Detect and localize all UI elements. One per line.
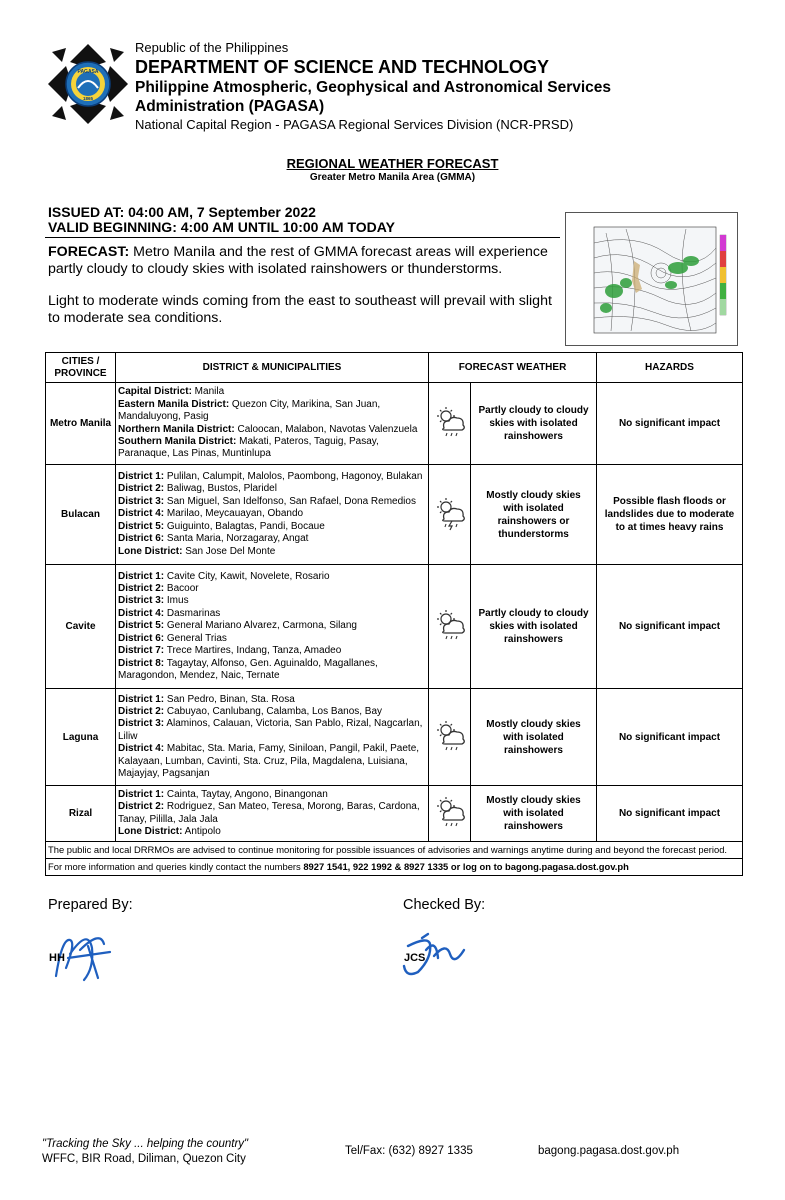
district-areas: Cavite City, Kawit, Novelete, Rosario [164,570,330,582]
forecast-weather: Mostly cloudy skies with isolated rainshowers [471,689,597,786]
table-row [46,565,743,689]
district-entry [118,608,426,620]
district-areas: Alaminos, Calauan, Victoria, San Pablo, Rizal, Nagcarlan, Liliw [118,718,423,742]
district-areas: Guiguinto, Balagtas, Pandi, Bocaue [164,520,325,532]
svg-text:1865: 1865 [82,96,94,101]
district-name: District 1: [118,471,165,483]
forecast-text: Metro Manila and the rest of GMMA forecast areas will experience partly cloudy to cloudy skies with isolated rainshowers or thunderstorms. [48,244,548,277]
district-areas: Marilao, Meycauayan, Obando [164,508,304,520]
partly-cloudy-rain-icon [429,689,471,786]
district-entry [118,718,426,743]
footer-telfax: Tel/Fax: (632) 8927 1335 [345,1145,473,1157]
footer-left [42,1137,248,1167]
forecast-title-block [0,156,785,184]
district-name: District 1: [118,570,165,582]
partly-cloudy-rain-icon [429,786,471,842]
letterhead [48,40,748,140]
district-areas: Cabuyao, Canlubang, Calamba, Los Banos, Bay [164,705,383,717]
district-list [116,786,429,842]
page-title: REGIONAL WEATHER FORECAST [286,156,499,171]
table-note-row [46,842,743,859]
checked-initials: JCS [404,952,426,964]
forecast-summary [48,244,553,342]
district-name: Eastern Manila District: [118,398,230,410]
cloudy-thunderstorm-icon [429,465,471,565]
district-areas: General Trias [164,632,227,644]
district-entry [118,801,426,826]
agency-name-line1: Philippine Atmospheric, Geophysical and Astronomical Services [135,79,612,96]
forecast-weather: Partly cloudy to cloudy skies with isolated rainshowers [471,383,597,465]
district-list [116,565,429,689]
col-header-districts: DISTRICT & MUNICIPALITIES [116,353,429,383]
district-areas: Bacoor [164,583,199,595]
hazard-text: No significant impact [597,383,743,465]
table-contact-row [46,859,743,876]
district-name: District 5: [118,620,165,632]
forecast-weather: Mostly cloudy skies with isolated rainshowers or thunderstorms [471,465,597,565]
district-name: Lone District: [118,545,183,557]
district-entry [118,645,426,657]
partly-cloudy-rain-icon [429,383,471,465]
district-name: District 1: [118,693,165,705]
district-entry [118,706,426,718]
district-areas: Mabitac, Sta. Maria, Famy, Siniloan, Pangil, Pakil, Paete, Kalayaan, Lumban, Cavinti, Sta. Cruz, Pila, Magdalena, Luisiana, Majayjay, Pagsanjan [118,743,420,780]
district-name: District 8: [118,657,165,669]
province-name: Cavite [46,565,116,689]
district-areas: Dasmarinas [164,607,221,619]
district-areas: San Pedro, Binan, Sta. Rosa [164,693,295,705]
district-entry [118,743,426,780]
streamline-map-icon [566,213,737,345]
contact-numbers: 8927 1541, 922 1992 & 8927 1335 or log on to bagong.pagasa.dost.gov.ph [303,861,629,872]
forecast-weather: Partly cloudy to cloudy skies with isolated rainshowers [471,565,597,689]
district-entry [118,508,426,520]
district-name: Capital District: [118,386,192,398]
pagasa-logo-icon [48,44,128,124]
table-row [46,689,743,786]
col-header-cities: CITIES / PROVINCE [46,353,116,383]
republic-label: Republic of the Philippines [135,40,289,55]
district-areas: General Mariano Alvarez, Carmona, Silang [164,620,357,632]
forecast-weather: Mostly cloudy skies with isolated rainshowers [471,786,597,842]
hazard-text: No significant impact [597,565,743,689]
province-name: Rizal [46,786,116,842]
table-header-row [46,353,743,383]
district-name: District 2: [118,801,165,813]
department-name: DEPARTMENT OF SCIENCE AND TECHNOLOGY [135,57,550,77]
hazard-text: No significant impact [597,786,743,842]
district-areas: Antipolo [182,825,221,837]
district-entry [118,546,426,558]
district-areas: Baliwag, Bustos, Plaridel [164,483,277,495]
district-entry [118,424,426,436]
district-list [116,689,429,786]
region-division: National Capital Region - PAGASA Regional Services Division (NCR-PRSD) [135,117,574,132]
district-areas: Cainta, Taytay, Angono, Binangonan [164,788,328,800]
weather-map-image [565,212,738,346]
district-name: Northern Manila District: [118,423,235,435]
district-entry [118,571,426,583]
partly-cloudy-rain-icon [429,565,471,689]
agency-name-line2: Administration (PAGASA) [135,98,325,115]
issued-at: ISSUED AT: 04:00 AM, 7 September 2022 [48,204,316,220]
district-name: District 5: [118,520,165,532]
district-name: District 3: [118,595,165,607]
col-header-weather: FORECAST WEATHER [429,353,597,383]
district-name: District 3: [118,718,165,730]
district-entry [118,399,426,424]
district-name: District 1: [118,788,165,800]
district-entry [118,595,426,607]
col-header-hazards: HAZARDS [597,353,743,383]
district-list [116,465,429,565]
prepared-initials: HH [49,952,65,964]
district-areas: Makati, Pateros, Taguig, Pasay, Paranaque, Las Pinas, Muntinlupa [118,435,379,460]
district-areas: San Miguel, San Idelfonso, San Rafael, Dona Remedios [164,495,416,507]
page-subtitle: Greater Metro Manila Area (GMMA) [309,172,476,183]
table-row [46,786,743,842]
district-areas: Quezon City, Marikina, San Juan, Mandaluyong, Pasig [118,398,381,423]
district-name: District 2: [118,705,165,717]
svg-text:PAGASA: PAGASA [77,69,99,75]
footer-tagline: "Tracking the Sky ... helping the country" [42,1138,249,1150]
district-name: District 4: [118,508,165,520]
district-areas: Trece Martires, Indang, Tanza, Amadeo [164,645,342,657]
district-areas: Manila [191,386,225,398]
footer-address: WFFC, BIR Road, Diliman, Quezon City [42,1153,246,1165]
district-entry [118,583,426,595]
province-name: Metro Manila [46,383,116,465]
district-areas: Santa Maria, Norzagaray, Angat [164,533,309,545]
province-name: Bulacan [46,465,116,565]
checked-by-label: Checked By: [403,897,486,913]
advisory-note: The public and local DRRMOs are advised to continue monitoring for possible issuances of advisories and warnings anytime during and beyond the forecast period. [46,842,743,859]
district-name: District 4: [118,743,165,755]
district-entry [118,386,426,398]
district-name: District 6: [118,533,165,545]
district-name: Lone District: [118,825,183,837]
district-entry [118,694,426,706]
prepared-by-label: Prepared By: [48,897,133,913]
district-entry [118,620,426,632]
district-areas: Rodriguez, San Mateo, Teresa, Morong, Baras, Cardona, Tanay, Pililla, Jala Jala [118,801,420,825]
district-entry [118,633,426,645]
district-list [116,383,429,465]
district-areas: Caloocan, Malabon, Navotas Valenzuela [234,423,418,435]
hazard-text: Possible flash floods or landslides due to moderate to at times heavy rains [597,465,743,565]
district-name: District 6: [118,632,165,644]
district-entry [118,436,426,461]
district-entry [118,471,426,483]
issuance-info [48,205,548,235]
district-name: District 2: [118,483,165,495]
district-areas: San Jose Del Monte [182,545,276,557]
district-name: District 7: [118,645,165,657]
district-areas: Pulilan, Calumpit, Malolos, Paombong, Hagonoy, Bulakan [164,471,423,483]
district-entry [118,483,426,495]
contact-note: For more information and queries kindly contact the numbers 8927 1541, 922 1992 & 8927 1335 or log on to bagong.pagasa.dost.gov.ph [46,859,743,876]
forecast-table [45,352,743,876]
wind-text: Light to moderate winds coming from the east to southeast will prevail with slight to moderate sea conditions. [48,293,552,326]
footer-website[interactable]: bagong.pagasa.dost.gov.ph [538,1145,680,1157]
table-row [46,383,743,465]
district-name: District 2: [118,583,165,595]
district-name: Southern Manila District: [118,435,237,447]
district-entry [118,658,426,683]
district-areas: Tagaytay, Alfonso, Gen. Aguinaldo, Magallanes, Maragondon, Mendez, Naic, Ternate [118,657,378,681]
district-entry [118,789,426,801]
hazard-text: No significant impact [597,689,743,786]
district-entry [118,496,426,508]
district-entry [118,521,426,533]
district-name: District 3: [118,495,165,507]
province-name: Laguna [46,689,116,786]
district-areas: Imus [164,595,189,607]
table-row [46,465,743,565]
divider [45,237,560,238]
district-entry [118,533,426,545]
valid-period: VALID BEGINNING: 4:00 AM UNTIL 10:00 AM TODAY [48,219,395,235]
district-entry [118,826,426,838]
district-name: District 4: [118,607,165,619]
forecast-label: FORECAST: [48,244,130,260]
